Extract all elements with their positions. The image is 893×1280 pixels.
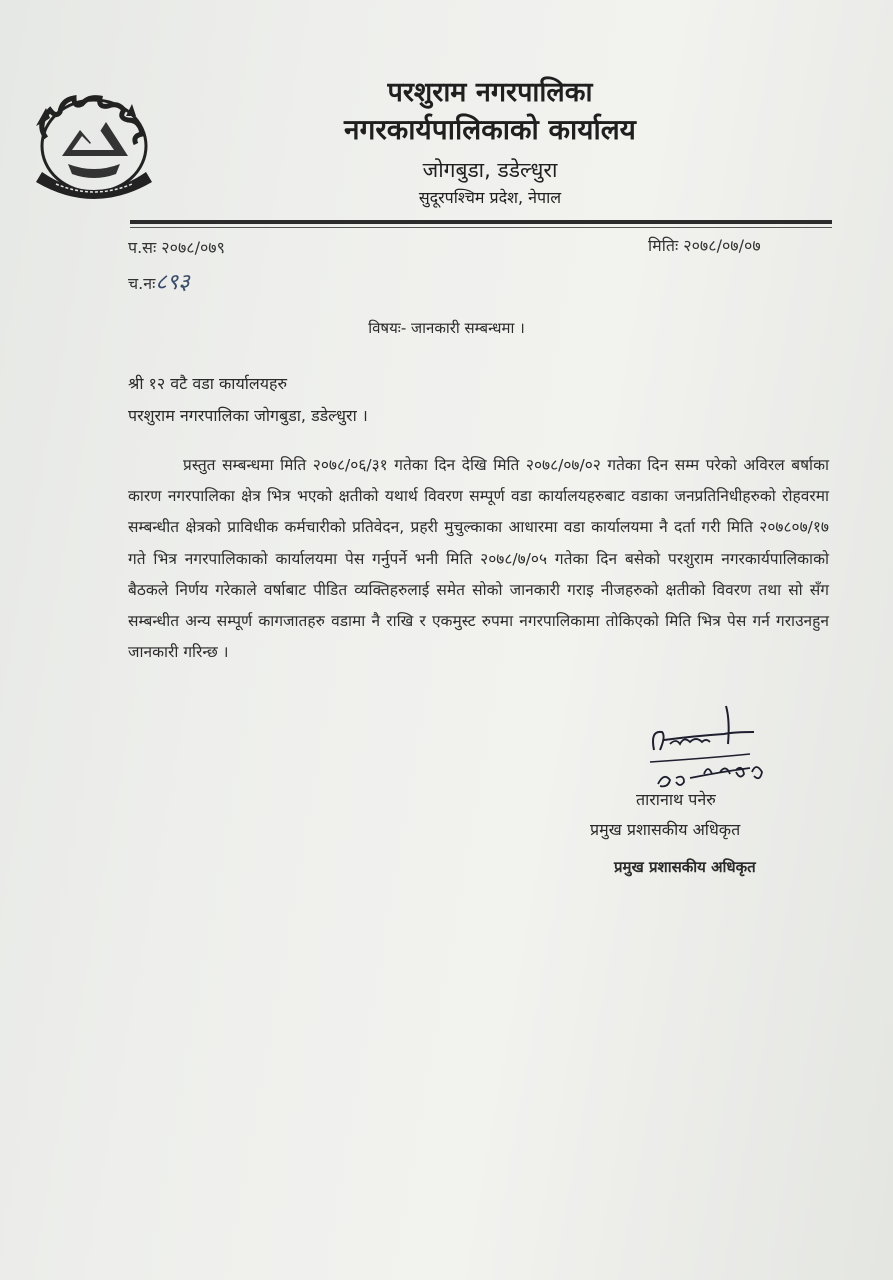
- letter-date: मितिः २०७८/०७/०७: [648, 236, 761, 255]
- dispatch-label: च.नः: [128, 274, 156, 293]
- letter-subject: विषयः- जानकारी सम्बन्धमा ।: [368, 319, 525, 337]
- header-divider-thin: [130, 227, 832, 228]
- office-name: नगरकार्यपालिकाको कार्यालय: [344, 113, 636, 146]
- header-divider: [130, 220, 832, 224]
- org-name: परशुराम नगरपालिका: [387, 77, 593, 108]
- addressee-line-1: श्री १२ वटै वडा कार्यालयहरु: [128, 374, 288, 393]
- office-location: जोगबुडा, डडेल्धुरा: [422, 158, 558, 182]
- nepal-emblem-icon: [28, 86, 160, 204]
- signatory-designation: प्रमुख प्रशासकीय अधिकृत: [590, 820, 741, 839]
- addressee-line-2: परशुराम नगरपालिका जोगबुडा, डडेल्धुरा ।: [128, 406, 368, 425]
- dispatch-number-handwritten: ८९३: [155, 270, 190, 295]
- dispatch-number: [128, 266, 190, 296]
- letter-body: प्रस्तुत सम्बन्धमा मिति २०७८/०६/३१ गतेका दिन देखि मिति २०७८/०७/०२ गतेका दिन सम्म परेको अविरल बर्षाका कारण नगरपालिका क्षेत्र भित्र भएको क्षतीको यथार्थ विवरण सम्पूर्ण वडा कार्यालयहरुबाट वडाका जनप्रतिनिधीहरुको रोहवरमा सम्बन्धीत क्षेत्रको प्राविधीक कर्मचारीको प्रतिवेदन, प्रहरी मुचुल्काका आधारमा वडा कार्यालयमा नै दर्ता गरी मिति २०७८०७/१७ गते भित्र नगरपालिकाको कार्यालयमा पेस गर्नुपर्ने भनी मिति २०७८/७/०५ गतेका दिन बसेको परशुराम नगरकार्यपालिकाको बैठकले निर्णय गरेकाले वर्षाबाट पीडित व्यक्तिहरुलाई समेत सोको जानकारी गराइ नीजहरुको क्षतीको विवरण तथा सो सँग सम्बन्धीत अन्य सम्पूर्ण कागजातहरु वडामा नै राखि र एकमुस्ट रुपमा नगरपालिकामा तोकिएको मिति भित्र पेस गर्न गराउनहुन जानकारी गरिन्छ ।: [128, 456, 829, 662]
- signatory-name: तारानाथ पनेरु: [636, 790, 716, 809]
- province-line: सुदूरपश्चिम प्रदेश, नेपाल: [418, 188, 562, 207]
- designation-stamp: प्रमुख प्रशासकीय अधिकृत: [614, 858, 756, 876]
- handwritten-signature-icon: [640, 700, 790, 795]
- reference-number: प.सः २०७८/०७९: [128, 238, 225, 257]
